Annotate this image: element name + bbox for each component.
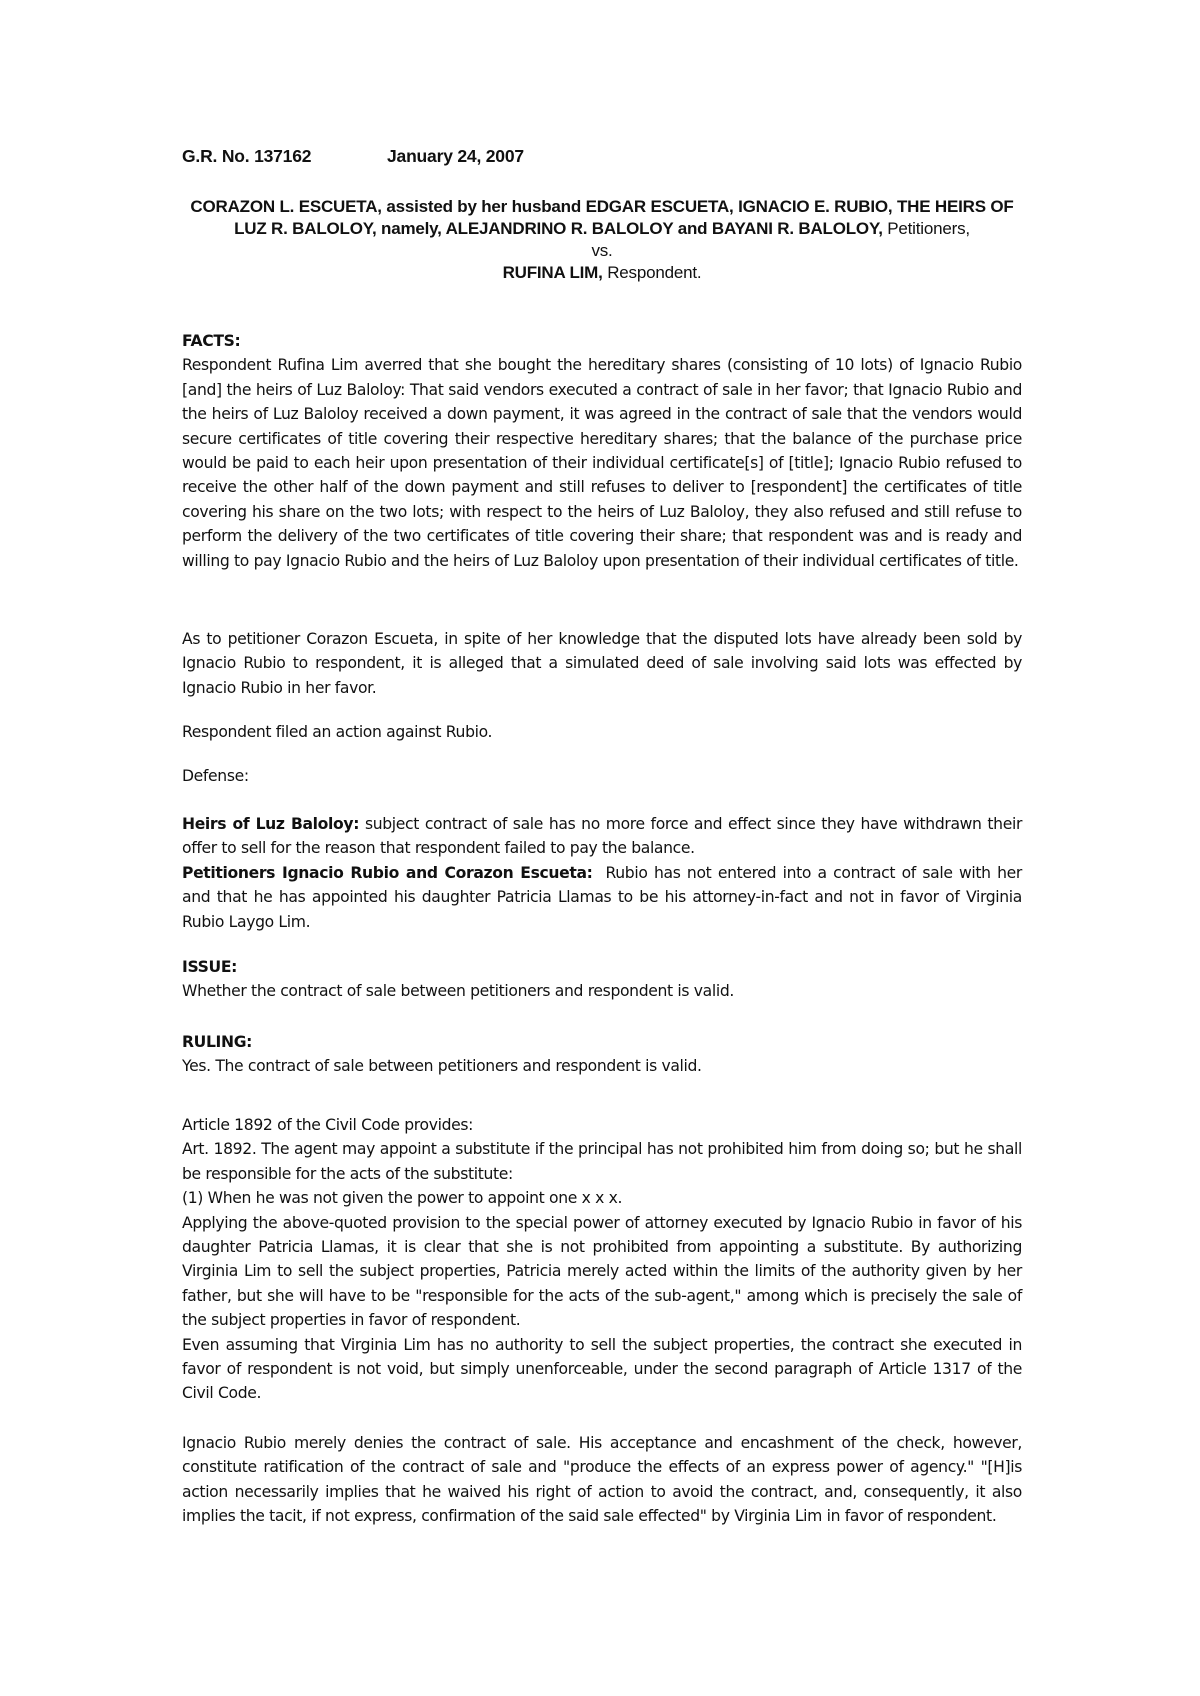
facts-section bbox=[182, 329, 1022, 573]
petitioners-names: CORAZON L. ESCUETA, assisted by her husband EDGAR ESCUETA, IGNACIO E. RUBIO, THE HEIRS OF LUZ R. BALOLOY, namely, ALEJANDRINO R. BALOLOY and BAYANI R. BALOLOY, bbox=[190, 197, 1014, 238]
heirs-defense bbox=[182, 812, 1022, 861]
article-text: Art. 1892. The agent may appoint a substitute if the principal has not prohibited him from doing so; but he shall be responsible for the acts of the substitute: bbox=[182, 1140, 1022, 1183]
versus: vs. bbox=[591, 241, 613, 260]
petitioners-defense-label: Petitioners Ignacio Rubio and Corazon Escueta: bbox=[182, 863, 593, 882]
issue-text: Whether the contract of sale between petitioners and respondent is valid. bbox=[182, 982, 734, 1001]
petitioners-defense-text: Rubio has not entered into a contract of sale with her and that he has appointed his daughter Patricia Llamas to be his attorney-in-fact and not in favor of Virginia Rubio Laygo Lim. bbox=[182, 863, 1022, 931]
defense-label: Defense: bbox=[182, 767, 249, 785]
issue-heading: ISSUE: bbox=[182, 958, 238, 976]
facts-heading: FACTS: bbox=[182, 332, 241, 350]
case-caption bbox=[182, 196, 1022, 284]
decision-date: January 24, 2007 bbox=[387, 146, 524, 166]
issue-section bbox=[182, 955, 1022, 1004]
applying-paragraph: Applying the above-quoted provision to the special power of attorney executed by Ignacio Rubio in favor of his daughter Patricia Llamas, it is clear that she is not prohibited from appointing a substitute. By authorizing Virginia Lim to sell the subject properties, Patricia merely acted within the limits of the authority given by her father, but she will have to be "responsible for the acts of the sub-agent," among which is precisely the sale of the subject properties in favor of respondent. bbox=[182, 1213, 1022, 1330]
respondent-role: Respondent. bbox=[607, 263, 702, 282]
gr-number: G.R. No. 137162 bbox=[182, 146, 312, 166]
facts-paragraph-1: Respondent Rufina Lim averred that she bought the hereditary shares (consisting of 10 lots) of Ignacio Rubio [and] the heirs of Luz Baloloy: That said vendors executed a contract of sale in her favor; that Ignacio Rubio and the heirs of Luz Baloloy received a down payment, it was agreed in the contract of sale that the vendors would secure certificates of title covering their respective hereditary shares; that the balance of the purchase price would be paid to each heir upon presentation of their individual certificate[s] of [title]; Ignacio Rubio refused to receive the other half of the down payment and still refuses to deliver to [respondent] the certificates of title covering his share on the two lots; with respect to the heirs of Luz Baloloy, they also refused and still refuse to perform the delivery of the two certificates of title covering their share; that respondent was and is ready and willing to pay Ignacio Rubio and the heirs of Luz Baloloy upon presentation of their individual certificates of title. bbox=[182, 356, 1022, 570]
ruling-answer: Yes. The contract of sale between petitioners and respondent is valid. bbox=[182, 1057, 702, 1076]
heirs-defense-text: subject contract of sale has no more force and effect since they have withdrawn their offer to sell for the reason that respondent failed to pay the balance. bbox=[182, 815, 1022, 858]
final-paragraph-block bbox=[182, 1431, 1022, 1529]
final-paragraph: Ignacio Rubio merely denies the contract of sale. His acceptance and encashment of the check, however, constitute ratification of the contract of sale and "produce the effects of an express power of agency." "[H]is action necessarily implies that he waived his right of action to avoid the contract, and, consequently, it also implies the tacit, if not express, confirmation of the said sale effected" by Virginia Lim in favor of respondent. bbox=[182, 1434, 1022, 1526]
ruling-section bbox=[182, 1030, 1022, 1079]
facts-paragraph-2-block bbox=[182, 627, 1022, 700]
heirs-defense-label: Heirs of Luz Baloloy: bbox=[182, 815, 360, 833]
petitioners-role: Petitioners, bbox=[887, 219, 970, 238]
article-item: (1) When he was not given the power to appoint one x x x. bbox=[182, 1189, 623, 1208]
ruling-heading: RULING: bbox=[182, 1033, 253, 1051]
ruling-discussion bbox=[182, 1113, 1022, 1406]
defenses-block bbox=[182, 812, 1022, 934]
facts-paragraph-2: As to petitioner Corazon Escueta, in spite of her knowledge that the disputed lots have already been sold by Ignacio Rubio to respondent, it is alleged that a simulated deed of sale involving said lots was effected by Ignacio Rubio in her favor. bbox=[182, 630, 1022, 697]
respondent-name: RUFINA LIM, bbox=[502, 263, 603, 282]
facts-paragraph-3: Respondent filed an action against Rubio. bbox=[182, 723, 493, 741]
defense-label-block bbox=[182, 764, 1022, 788]
facts-paragraph-3-block bbox=[182, 720, 1022, 744]
even-assuming-paragraph: Even assuming that Virginia Lim has no authority to sell the subject properties, the contract she executed in favor of respondent is not void, but simply unenforceable, under the second paragraph of Article 1317 of the Civil Code. bbox=[182, 1335, 1022, 1403]
case-header bbox=[182, 146, 524, 167]
article-intro: Article 1892 of the Civil Code provides: bbox=[182, 1116, 474, 1134]
petitioners-defense bbox=[182, 861, 1022, 934]
